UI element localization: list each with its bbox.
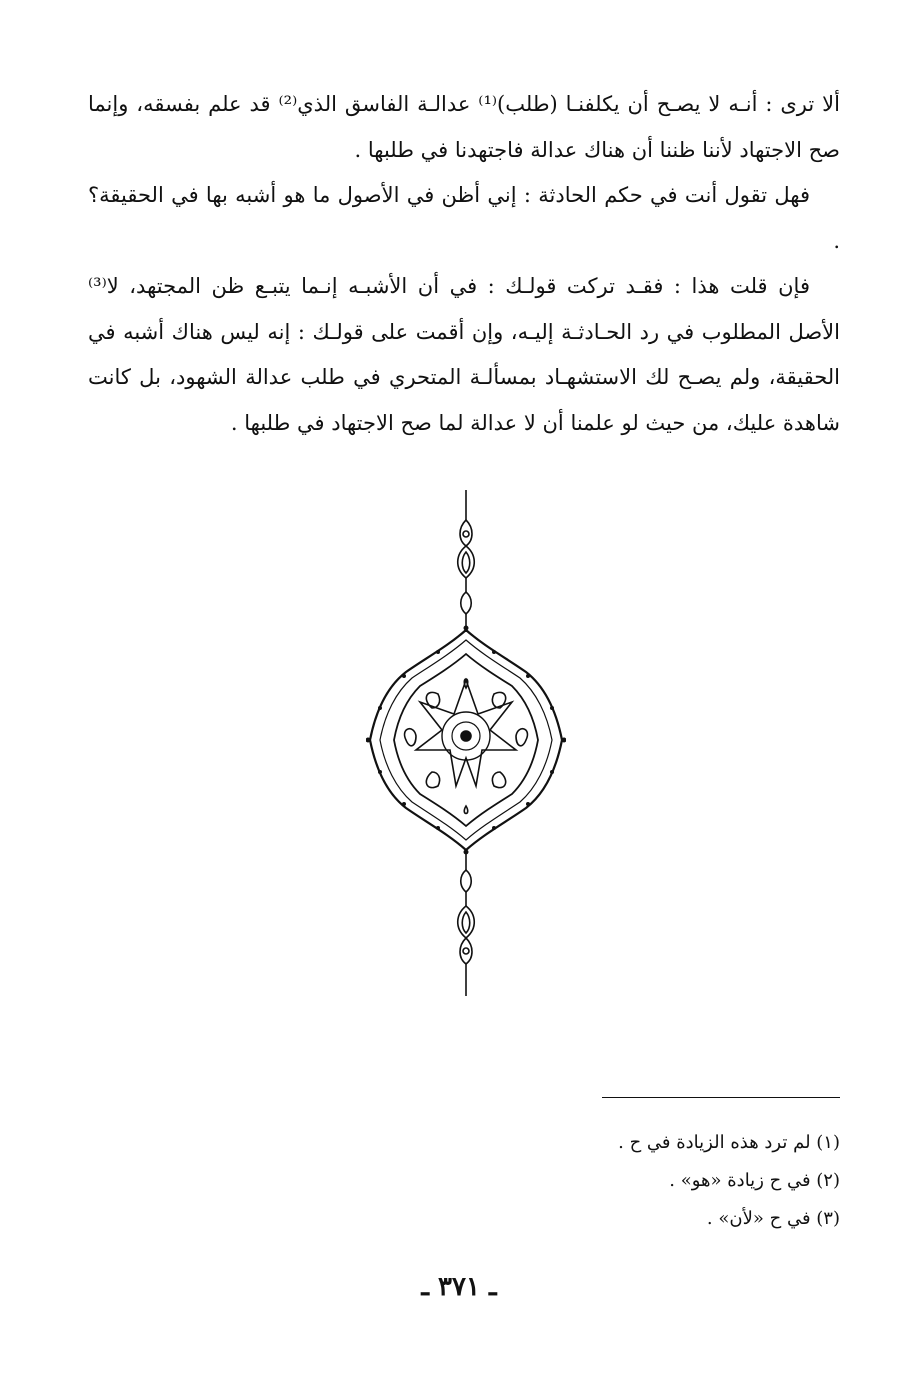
footnote-separator [602, 1097, 840, 1098]
footnotes [500, 1124, 840, 1238]
paragraph-2: فهل تقول أنت في حكم الحادثة : إني أظن في الأصول ما هو أشبه بها في الحقيقة؟ . [88, 183, 840, 253]
footnote-1: (١) لم ترد هذه الزيادة في ح . [618, 1132, 840, 1153]
footnote-2: (٢) في ح زيادة «هو» . [669, 1170, 840, 1191]
page-number: ـ ٣٧١ ـ [421, 1272, 497, 1302]
arabesque-medallion-icon [366, 488, 566, 998]
paragraph-3: فإن قلت هذا : فقـد تركت قولـك : في أن الأشبـه إنـما يتبـع ظن المجتهد، لا⁽³⁾ الأصل المطلوب في رد الحـادثـة إليـه، وإن أقمت على قولـك : إنه ليس هناك أشبه في الحقيقة، ولم يصـح لك الاستشهـاد بمسألـة المتحري في طلب عدالة الشهود، بل كانت شاهدة عليك، من حيث لو علمنا أن لا عدالة لما صح الاجتهاد في طلبها . [88, 274, 840, 435]
footnote-3: (٣) في ح «لأن» . [706, 1208, 840, 1229]
paragraph-1: ألا ترى : أنـه لا يصـح أن يكلفنـا (طلب)⁽¹⁾ عدالـة الفاسق الذي⁽²⁾ قد علم بفسقه، وإنما صح الاجتهاد لأننا ظننا أن هناك عدالة فاجتهدنا في طلبها . [88, 92, 840, 162]
main-text [88, 82, 840, 446]
